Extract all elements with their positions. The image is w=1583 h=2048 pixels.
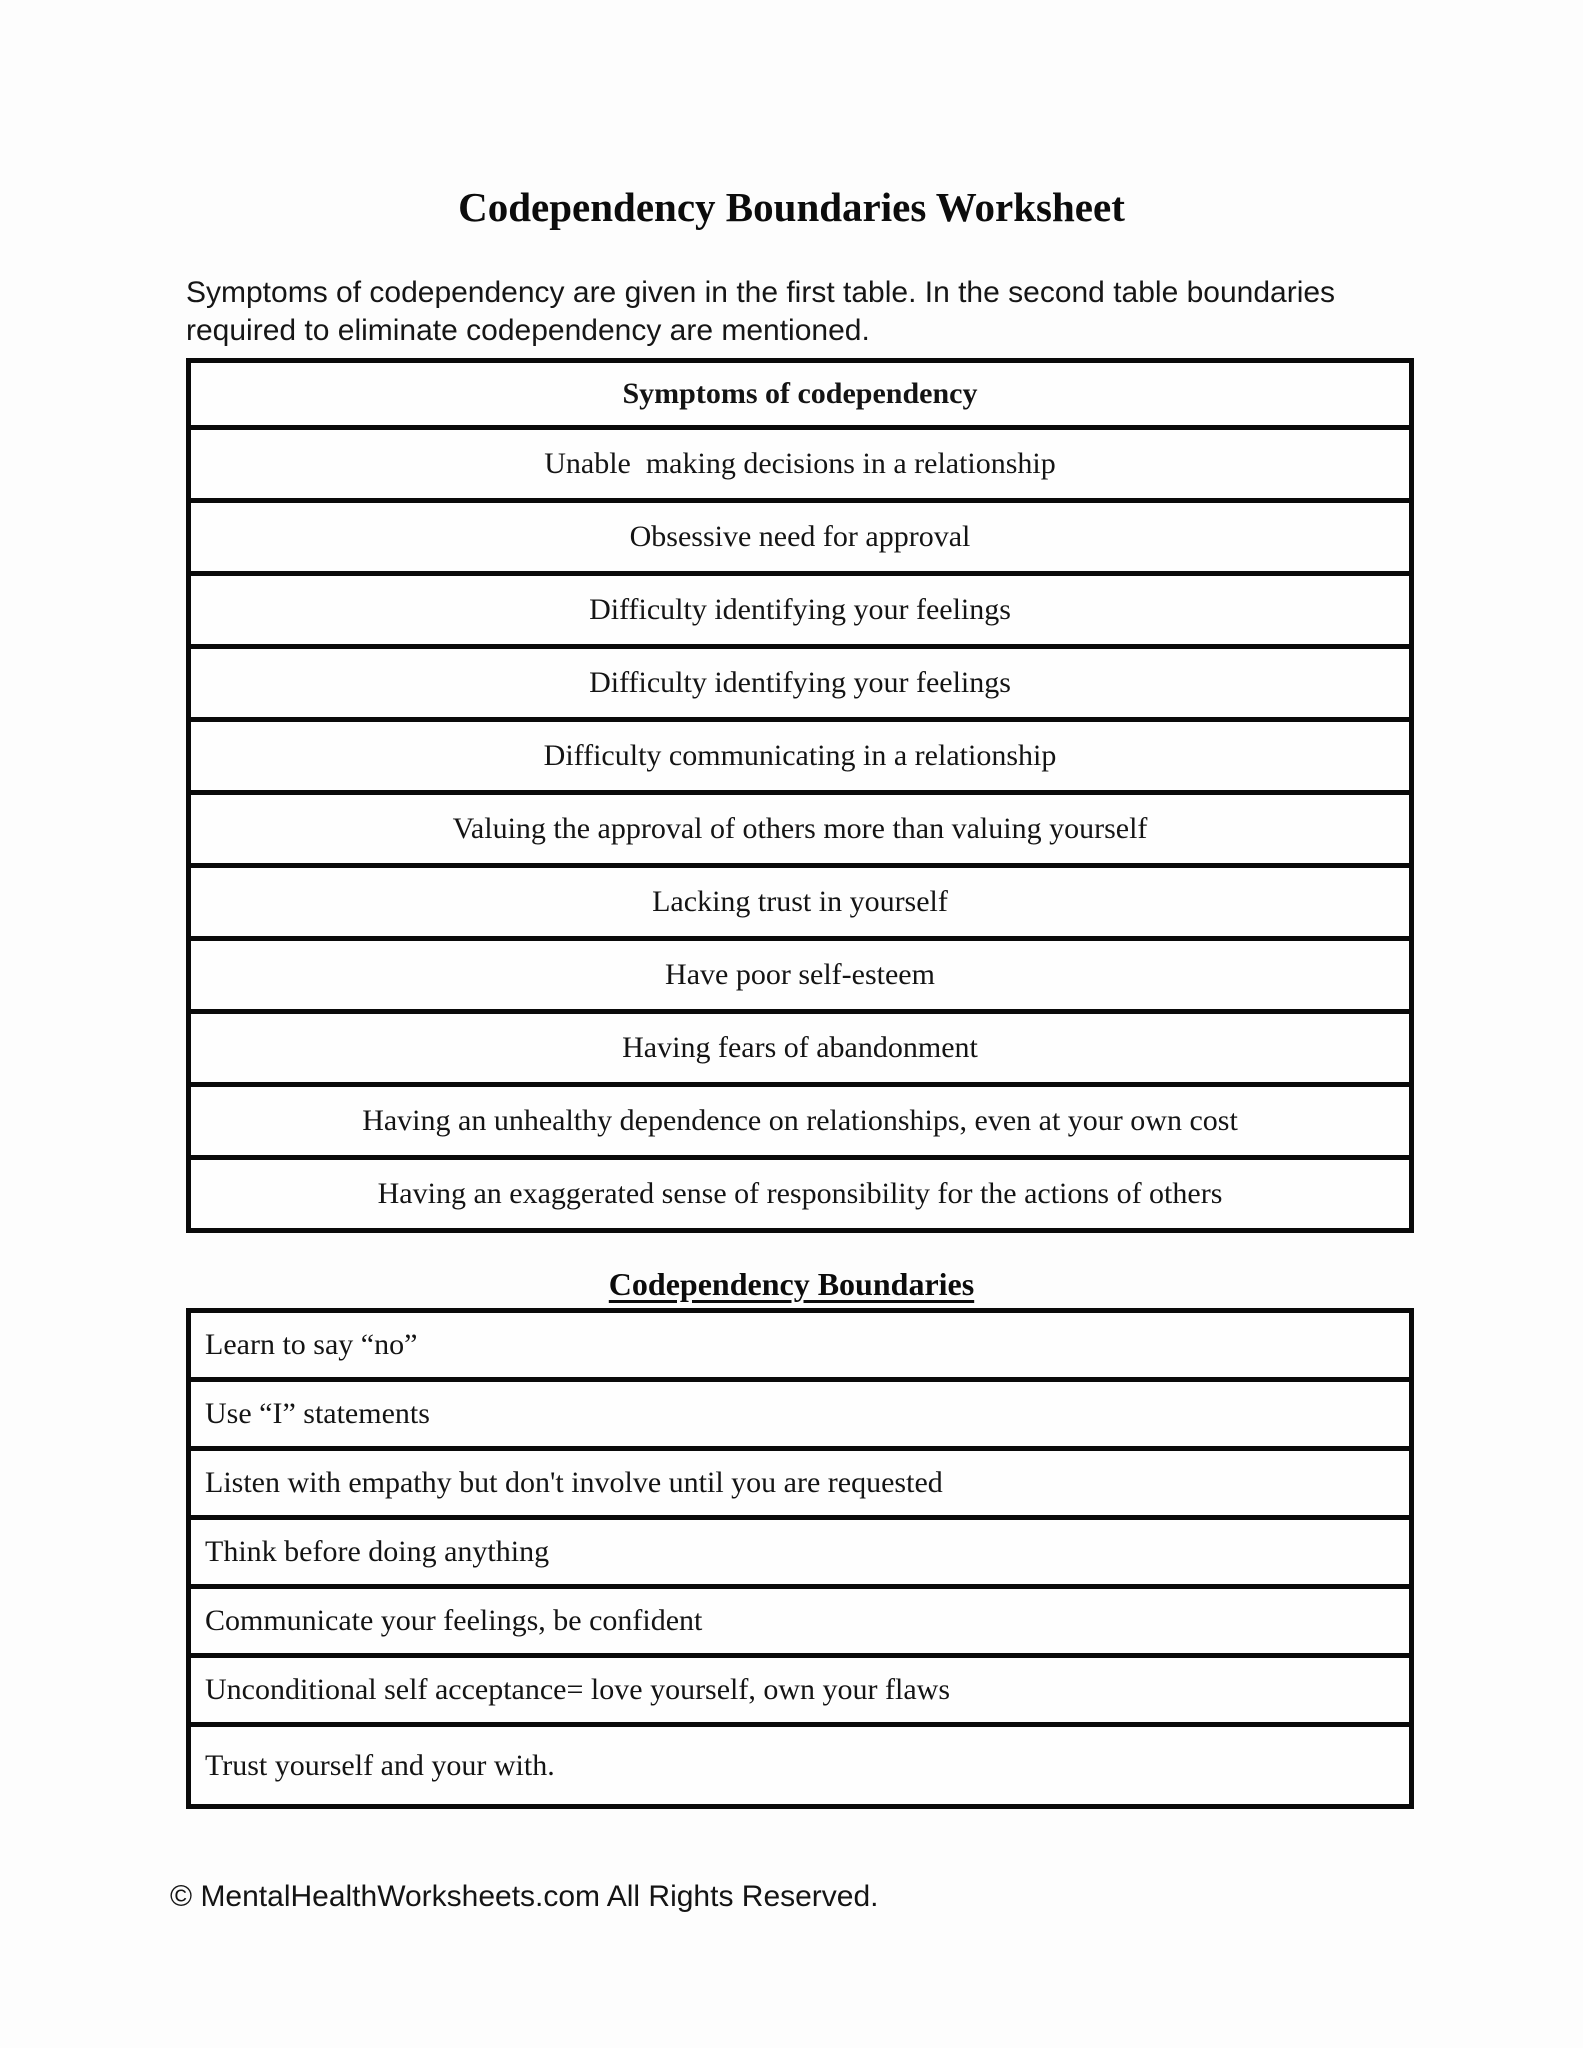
- table-row: Valuing the approval of others more than valuing yourself: [191, 795, 1409, 868]
- table-row: Unconditional self acceptance= love yourself, own your flaws: [191, 1658, 1409, 1727]
- table-row: Having fears of abandonment: [191, 1014, 1409, 1087]
- table-row: Having an unhealthy dependence on relationships, even at your own cost: [191, 1087, 1409, 1160]
- table-row: Communicate your feelings, be confident: [191, 1589, 1409, 1658]
- boundaries-table: [186, 1308, 1414, 1809]
- table-row: Having an exaggerated sense of responsibility for the actions of others: [377, 1177, 1223, 1210]
- symptoms-table-header: Symptoms of codependency: [191, 363, 1409, 430]
- table-row: Difficulty communicating in a relationship: [191, 722, 1409, 795]
- table-row: Have poor self-esteem: [191, 941, 1409, 1014]
- table-row: Trust yourself and your with.: [205, 1748, 555, 1782]
- intro-text: Symptoms of codependency are given in the first table. In the second table boundaries required to eliminate codependency are mentioned.: [186, 276, 1336, 347]
- table-row: Learn to say “no”: [191, 1313, 1409, 1382]
- table-row: Use “I” statements: [191, 1382, 1409, 1451]
- table-row: Think before doing anything: [191, 1520, 1409, 1589]
- table-row: Unable making decisions in a relationship: [191, 430, 1409, 503]
- table-row: Listen with empathy but don't involve until you are requested: [191, 1451, 1409, 1520]
- table-row: Obsessive need for approval: [191, 503, 1409, 576]
- table-row: Difficulty identifying your feelings: [191, 649, 1409, 722]
- symptoms-table: [186, 358, 1414, 1233]
- copyright-footer: © MentalHealthWorksheets.com All Rights Reserved.: [170, 1880, 879, 1913]
- table-row: Lacking trust in yourself: [191, 868, 1409, 941]
- boundaries-heading: Codependency Boundaries: [608, 1266, 975, 1302]
- table-row: Difficulty identifying your feelings: [191, 576, 1409, 649]
- page-title: Codependency Boundaries Worksheet: [458, 184, 1125, 230]
